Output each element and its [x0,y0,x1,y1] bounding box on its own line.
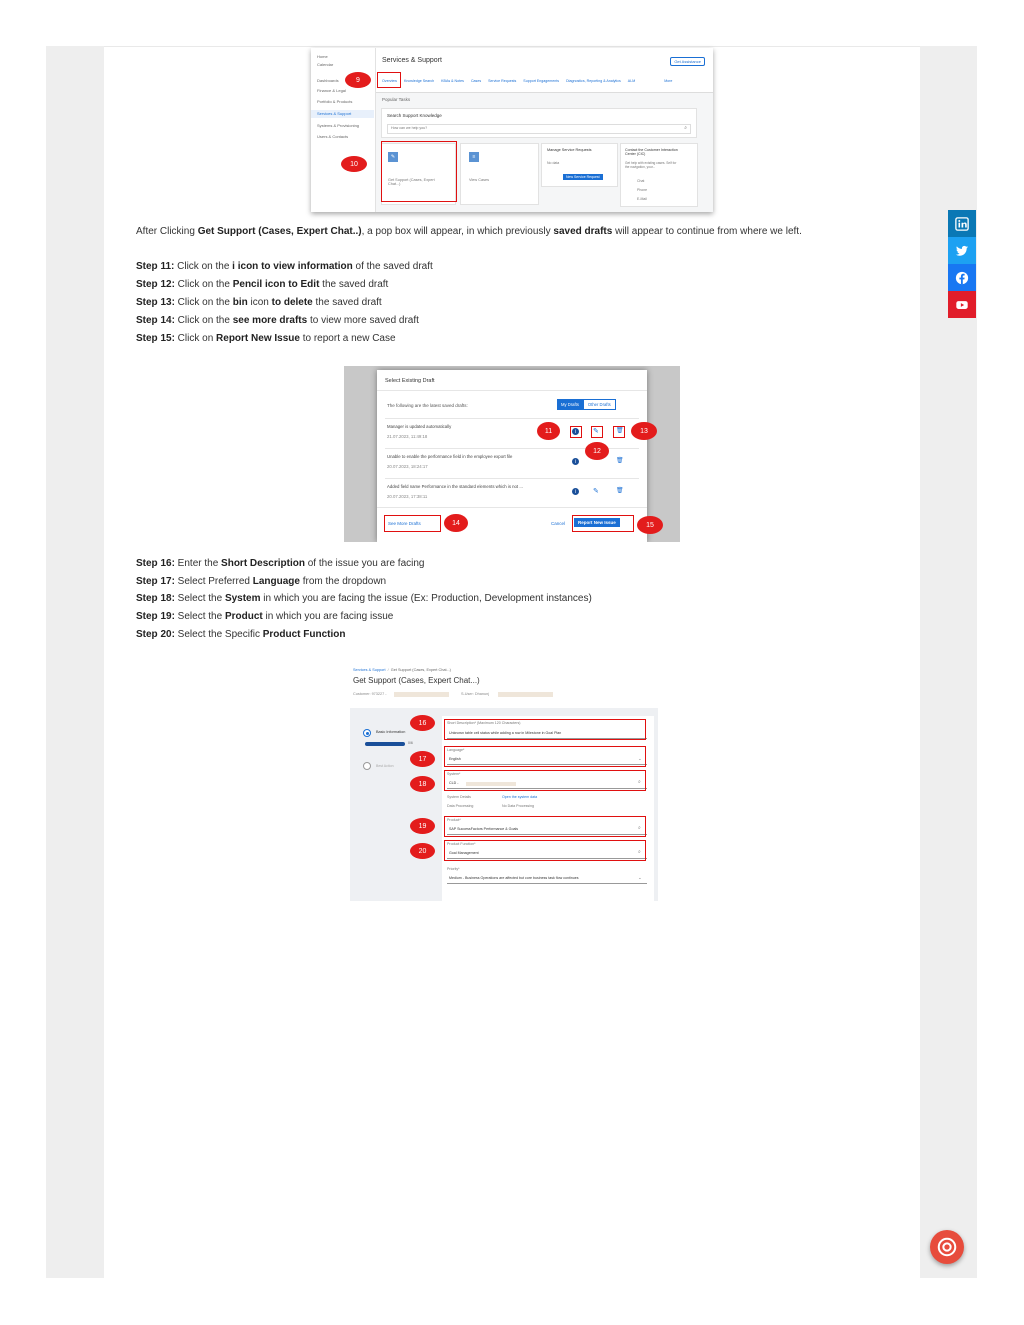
bin-icon[interactable]: 🗑 [616,488,624,494]
step-badge: 20 [410,843,435,859]
sidebar-item[interactable]: Users & Contacts [317,134,349,139]
tile-view-cases[interactable]: ≡ View Cases [460,143,539,205]
step-badge: 13 [631,422,657,440]
phone-link[interactable]: Phone [637,188,648,192]
tab[interactable]: Cases [470,79,482,83]
tab[interactable]: ALM [627,79,636,83]
product-function-field[interactable]: Goal Management [449,851,479,855]
intro-paragraph: After Clicking Get Support (Cases, Expert Chat..), a pop box will appear, in which previously saved drafts will appear to continue from where we left. [136,226,802,237]
notification-bell-button[interactable] [930,1230,964,1264]
youtube-icon[interactable] [948,291,976,318]
chevron-down-icon: ⌄ [638,756,642,761]
search-icon: ⌕ [684,125,687,131]
step-badge: 11 [537,422,560,440]
draft-text[interactable]: Added field name Performance in the standard elements which is not ... [387,484,523,489]
s-user-info: S-User: Dhanunj [461,692,490,696]
step-15: Step 15: Click on Report New Issue to report a new Case [136,333,396,344]
tile-get-support[interactable]: ✎ Get Support (Cases, Expert Chat...) [381,143,456,205]
short-description-field[interactable]: Unknown table cell status while adding a row in Milestone in Goal Plan [449,731,562,735]
chat-link[interactable]: Chat [637,179,645,183]
step-16: Step 16: Enter the Short Description of the issue you are facing [136,558,425,569]
highlight-get-support [381,141,457,202]
linkedin-icon[interactable] [948,210,976,237]
select-draft-dialog [377,370,654,542]
tile-manage-service-requests[interactable]: Manage Service Requests No data New Service Request [541,143,618,187]
cases-icon: ≡ [469,152,479,162]
dialog-subtitle: The following are the latest saved drafts: [387,403,468,408]
step-20: Step 20: Select the Specific Product Function [136,629,346,640]
lifebuoy-icon [936,1236,958,1258]
draft-text[interactable]: Unable to enable the performance field in the employee export file [387,454,513,459]
drafts-toggle [557,399,616,410]
tab-more[interactable]: More [664,79,673,83]
form-panel: Short Description* (Maximum 120 Characters) Unknown table cell status while adding a row in Milestone in Goal Plan Language* English ⌄ System* CLD - ⌕ System Details Open the system data Data Processing No Data Processing Product* SAP SuccessFactors Performance & Goals ⌕ Product Function* Goal Management ⌕ Priority* Medium - Business Operations are affected but core business task flow continues ⌄ [442,716,654,901]
my-drafts-toggle[interactable]: My Drafts [557,399,583,410]
tile-contact-cic: Contact the Customer Interaction Center (CIC) Get help with existing cases. Self for the navigation, your... Chat Phone E-Mail [620,143,698,207]
progress-count: 0/6 [408,741,413,745]
screenshot-get-support-form [346,664,658,901]
search-title: Search Support Knowledge [387,113,442,118]
search-input[interactable]: How can we help you? ⌕ [387,124,691,134]
step-13: Step 13: Click on the bin icon to delete the saved draft [136,297,382,308]
step-11: Step 11: Click on the i icon to view information of the saved draft [136,261,433,272]
draft-date: 20.07.2023, 17:38:11 [387,494,428,499]
product-field[interactable]: SAP SuccessFactors Performance & Goals [449,827,519,831]
tab-overview[interactable]: Overview [382,79,397,83]
support-icon: ✎ [388,152,398,162]
draft-date: 20.07.2023, 18:24:17 [387,464,428,469]
step-badge: 19 [410,818,435,834]
bin-icon[interactable]: 🗑 [616,428,624,434]
page-title: Get Support (Cases, Expert Chat...) [353,676,480,685]
step-badge: 16 [410,715,435,731]
tab[interactable]: Support Engagements [523,79,560,83]
get-assistance-button[interactable]: Get Assistance [670,57,705,66]
search-panel [381,108,697,138]
step-badge: 14 [444,514,468,532]
sidebar-item[interactable]: Systems & Provisioning [317,123,360,128]
tab-bar [382,79,672,83]
section-title: Popular Tasks [382,97,411,102]
tab[interactable]: KBAs & Notes [441,79,464,83]
header [376,48,713,93]
info-icon[interactable]: i [572,428,579,435]
draft-text[interactable]: Manager is updated automatically [387,424,452,429]
step-18: Step 18: Select the System in which you are facing the issue (Ex: Production, Development instances) [136,593,592,604]
draft-date: 21.07.2023, 11:49:18 [387,434,428,439]
info-icon[interactable]: i [572,488,579,495]
pencil-icon[interactable]: ✎ [593,428,599,435]
report-new-issue-button[interactable]: Report New Issue [574,518,620,527]
sidebar-item[interactable]: Home [317,54,328,59]
highlight-overview-tab [377,72,401,88]
tab[interactable]: Service Requests [488,79,517,83]
step-14: Step 14: Click on the see more drafts to view more saved draft [136,315,419,326]
customer-info: Customer: 973227 - [353,692,387,696]
step-badge: 10 [341,156,367,172]
email-link[interactable]: E-Mail [637,197,647,201]
step-badge: 9 [345,72,371,88]
see-more-drafts-link[interactable]: See More Drafts [388,521,421,526]
screenshot-select-draft [344,366,680,542]
search-icon: ⌕ [638,849,641,855]
step-17: Step 17: Select Preferred Language from the dropdown [136,576,387,587]
left-gutter [46,46,104,1278]
sidebar-item[interactable]: Dashboards [317,78,339,83]
pencil-icon[interactable]: ✎ [593,488,599,495]
chevron-down-icon: ⌄ [638,875,642,880]
cancel-button[interactable]: Cancel [551,521,566,526]
breadcrumb: Services & Support / Get Support (Cases, Expert Chat...) [353,668,451,672]
bin-icon[interactable]: 🗑 [616,458,624,464]
sidebar [311,48,376,212]
sidebar-item[interactable]: Calendar [317,62,334,67]
tab[interactable]: Diagnostics, Reporting & Analytics [566,79,621,83]
screenshot-services-support [311,48,713,212]
language-dropdown[interactable]: English [449,757,461,761]
dialog-title: Select Existing Draft [385,378,435,384]
search-icon: ⌕ [638,825,641,831]
info-icon[interactable]: i [572,458,579,465]
top-divider [104,46,920,47]
step-badge: 18 [410,776,435,792]
page-title: Services & Support [382,57,442,64]
progress-bar [365,742,405,746]
priority-dropdown[interactable]: Medium - Business Operations are affected but core business task flow continues [449,876,579,880]
new-service-request-button[interactable]: New Service Request [563,174,603,180]
step-badge: 15 [637,516,663,534]
step-12: Step 12: Click on the Pencil icon to Edit the saved draft [136,279,389,290]
step-badge: 17 [410,751,435,767]
other-drafts-toggle[interactable]: Other Drafts [583,399,616,410]
step-19: Step 19: Select the Product in which you are facing issue [136,611,394,622]
wizard-step-basic[interactable]: Basic Information [376,730,406,734]
step-badge: 12 [585,442,609,460]
twitter-icon[interactable] [948,237,976,264]
system-field[interactable]: CLD - [449,781,459,785]
search-icon: ⌕ [638,779,641,785]
sidebar-item[interactable]: Portfolio & Products [317,99,353,104]
sidebar-item[interactable]: Finance & Legal [317,88,346,93]
sidebar-item-active[interactable]: Services & Support [317,111,352,116]
tab[interactable]: Knowledge Search [403,79,435,83]
facebook-icon[interactable] [948,264,976,291]
wizard-step-best-action[interactable]: Best Action [376,764,394,768]
open-system-data-link[interactable]: Open the system data [502,795,538,799]
